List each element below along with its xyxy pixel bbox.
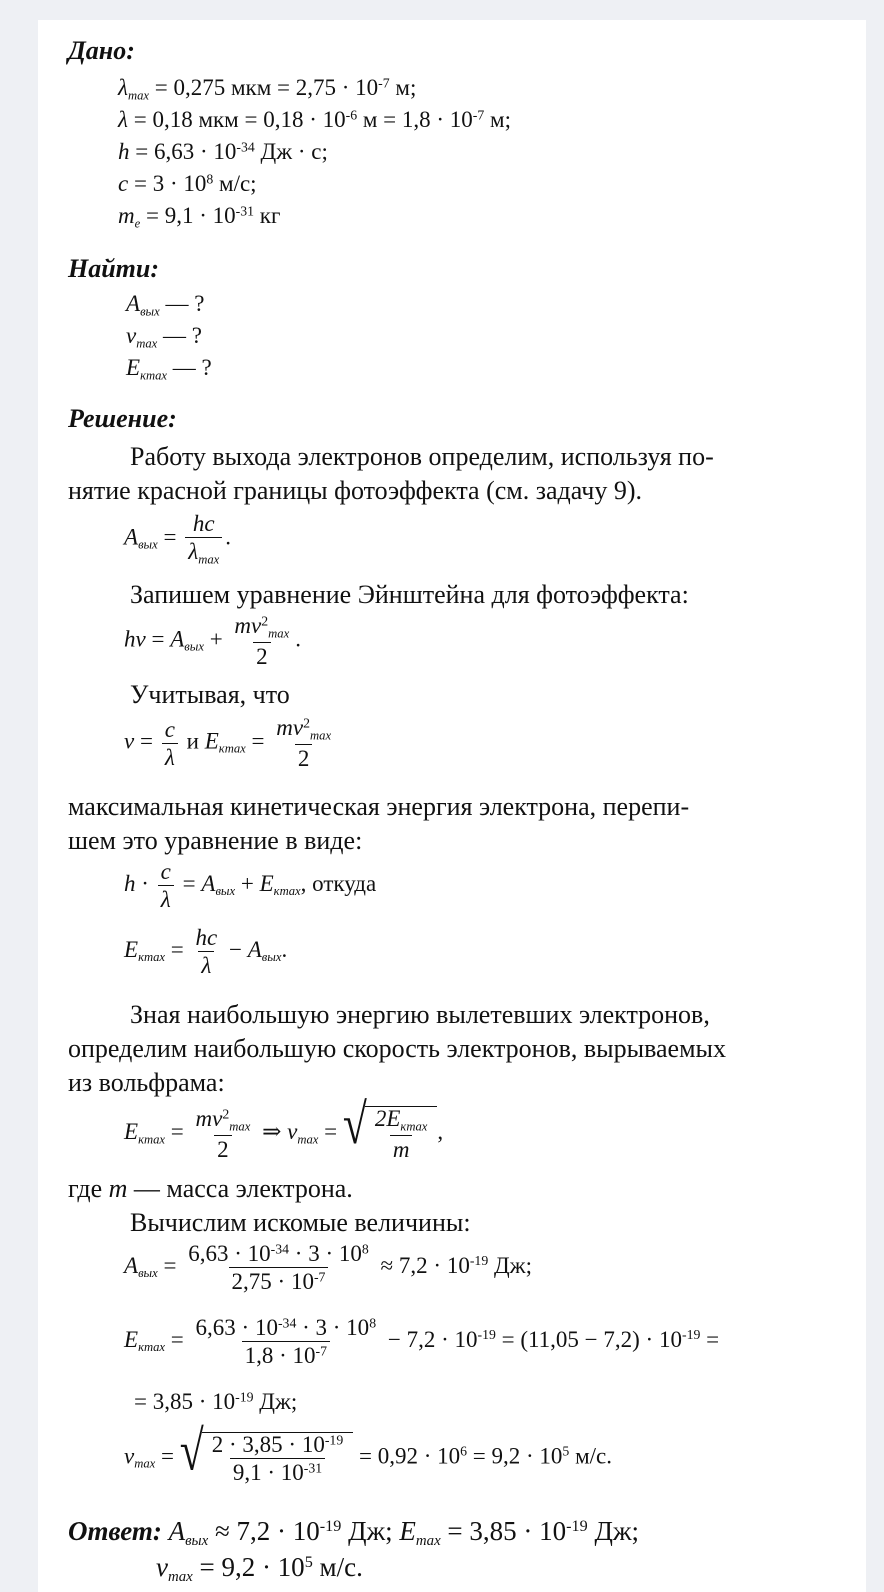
formula-work-function: $A_{вых}$ = hc $\lambda_{max}$ . <box>124 511 231 567</box>
given-lambda-max: $\lambda_{max} = 0,275$ мкм = $2,75 \cdot 10^{-7}$ м; <box>118 75 417 103</box>
paragraph-line: Работу выхода электронов определим, используя по- <box>130 442 714 471</box>
formula-einstein: hv = $A_{вых}$ + $mv^2_{max}$ 2 . <box>124 613 301 670</box>
heading-answer: Ответ: <box>68 1516 162 1546</box>
paragraph-line: где m — масса электрона. <box>68 1174 353 1203</box>
formula-velocity: $E_{кmax}$ = $mv^2_{max}$ 2 ⇒ $v_{max}$ = √ $2E_{кmax}$ m , <box>124 1093 444 1163</box>
given-light-speed: $c = 3 \cdot 10^8$ м/с; <box>118 171 257 196</box>
paragraph-line: из вольфрама: <box>68 1068 225 1097</box>
formula-kinetic-energy: $E_{кmax}$ = $\frac{hc}{\lambda}$ − $A_{вых}$. <box>124 925 288 978</box>
formula-rewritten: h · $\frac{c}{\lambda}$ = $A_{вых} + E_{кmax}$, откуда <box>124 859 377 912</box>
calc-work-function: $A_{вых}$ = $\frac{6,63 \cdot 10^{-34} \cdot 3 \cdot 10^8}{2,75 \cdot 10^{-7}}$ ≈ $7,2 \cdot 10^{-19}$ Дж; <box>124 1241 532 1294</box>
paragraph-line: нятие красной границы фотоэффекта (см. задачу 9). <box>68 476 643 505</box>
paragraph-line: максимальная кинетическая энергия электрона, перепи- <box>68 792 690 821</box>
document-page <box>38 20 866 1592</box>
paragraph-line: Вычислим искомые величины: <box>130 1208 471 1237</box>
given-electron-mass: $m_e = 9,1 \cdot 10^{-31}$ кг <box>118 203 281 231</box>
find-work-function: $A_{вых}$ — ? <box>126 291 205 319</box>
paragraph-line: Запишем уравнение Эйнштейна для фотоэффекта: <box>130 580 689 609</box>
heading-solution: Решение: <box>68 404 177 433</box>
paragraph-line: определим наибольшую скорость электронов, вырываемых <box>68 1034 727 1063</box>
given-lambda: λ = 0,18 мкм = $0,18 \cdot 10^{-6}$ $м = 1,8 \cdot 10^{-7}$ м; <box>118 107 511 132</box>
given-planck: $h = 6,63 \cdot 10^{-34}$ Дж · с; <box>118 139 328 164</box>
find-max-velocity: $v_{max}$ — ? <box>126 323 202 351</box>
heading-given: Дано: <box>68 36 135 65</box>
paragraph-line: Учитывая, что <box>130 680 290 709</box>
formula-frequency-energy: ν = $\frac{c}{\lambda}$ и $E_{кmax}$ = $mv^2_{max}$ 2 <box>124 715 332 772</box>
find-max-energy: $E_{кmax}$ — ? <box>126 355 212 383</box>
answer-line-velocity: $v_{max} = 9,2 \cdot 10^5$ м/с. <box>156 1552 363 1586</box>
calc-kinetic-energy: $E_{кmax}$ = $\frac{6,63 \cdot 10^{-34} \cdot 3 \cdot 10^8}{1,8 \cdot 10^{-7}}$ − $7,2 \cdot 10^{-19} = (11,05 - 7,2) \cdot 10^{-19}$ = <box>124 1315 720 1368</box>
answer-line: Ответ: $A_{вых} \approx 7,2 \cdot 10^{-19}$ Дж; $E_{max} = 3,85 \cdot 10^{-19}$ Дж; <box>68 1516 640 1550</box>
calc-kinetic-energy-result: = $3,85 \cdot 10^{-19}$ Дж; <box>134 1389 298 1414</box>
calc-velocity: $v_{max}$ = √ $2 \cdot 3,85 \cdot 10^{-19}$ $9,1 \cdot 10^{-31}$ = $0,92 \cdot 10^6 = 9,2 \cdot 10^5$ м/с. <box>124 1420 612 1485</box>
paragraph-line: Зная наибольшую энергию вылетевших электронов, <box>130 1000 710 1029</box>
heading-find: Найти: <box>68 254 160 283</box>
paragraph-line: шем это уравнение в виде: <box>68 826 363 855</box>
